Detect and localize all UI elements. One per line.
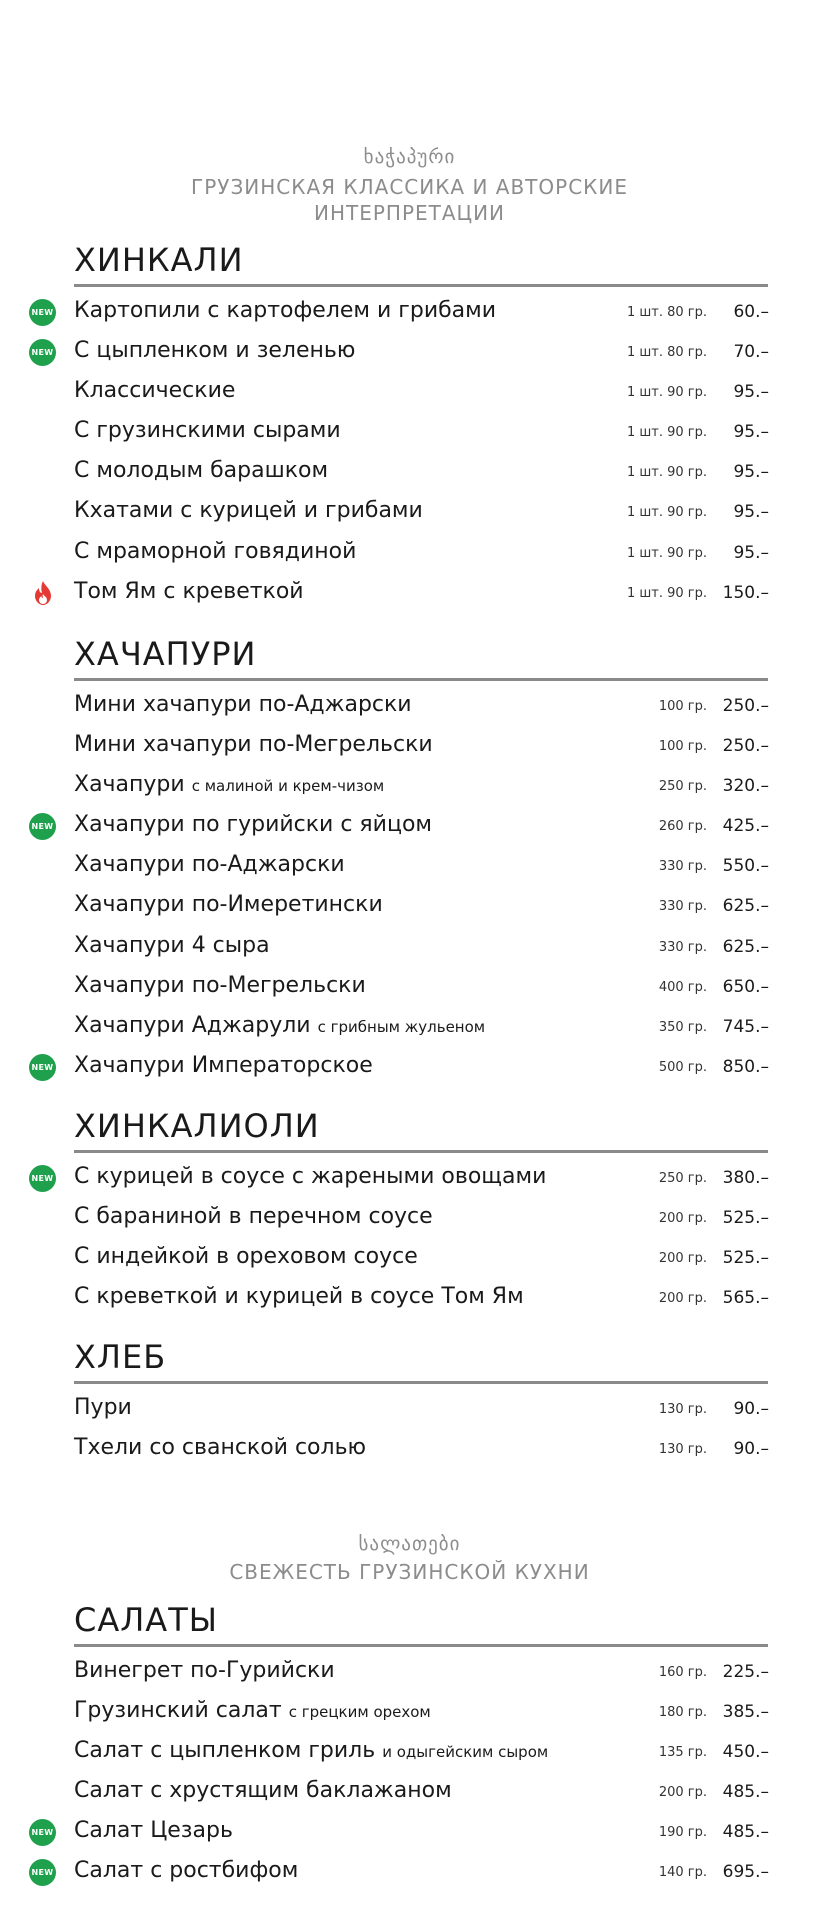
item-weight: 330 гр. — [658, 939, 707, 955]
item-note: с грецким орехом — [288, 1703, 431, 1722]
item-weight: 1 шт. 80 гр. — [626, 305, 707, 320]
item-price: 95.– — [733, 422, 769, 443]
item-title: Хачапури по гурийски с яйцом — [74, 812, 432, 838]
item-weight: 1 шт. 90 гр. — [626, 545, 707, 561]
item-name — [74, 1811, 233, 1851]
item-weight: 200 гр. — [658, 1251, 707, 1267]
menu-item — [0, 451, 819, 491]
section-title: ХАЧАПУРИ — [74, 634, 768, 681]
item-weight: 330 гр. — [658, 899, 707, 915]
item-name — [74, 1851, 298, 1891]
item-name — [74, 371, 235, 411]
item-weight: 350 гр. — [658, 1019, 707, 1035]
item-price: 525.– — [722, 1248, 769, 1269]
item-title: Салат Цезарь — [74, 1818, 233, 1844]
item-price: 695.– — [722, 1862, 769, 1883]
item-name — [74, 1388, 132, 1428]
item-note: с грибным жульеном — [317, 1017, 486, 1036]
header-subtitle-line1: ГРУЗИНСКАЯ КЛАССИКА И АВТОРСКИЕ — [191, 175, 628, 199]
item-name — [74, 926, 270, 966]
item-name — [74, 1237, 418, 1277]
item-name — [74, 1731, 548, 1772]
item-name — [74, 411, 341, 451]
item-price: 150.– — [722, 582, 769, 603]
item-title: Салат с хрустящим баклажаном — [74, 1778, 452, 1804]
section-bread — [0, 1337, 819, 1468]
item-title: Картопили с картофелем и грибами — [74, 298, 497, 323]
new-badge-icon: NEW — [29, 1819, 56, 1846]
menu-item — [0, 926, 819, 966]
item-price: 450.– — [722, 1742, 769, 1763]
item-weight: 135 гр. — [658, 1745, 707, 1761]
new-badge-icon: NEW — [29, 299, 56, 326]
menu-item — [0, 885, 819, 925]
item-price: 320.– — [722, 776, 769, 797]
item-title: С индейкой в ореховом соусе — [74, 1244, 418, 1270]
item-title: Грузинский салат — [74, 1698, 282, 1724]
item-weight: 140 гр. — [658, 1865, 707, 1881]
spicy-flame-icon — [32, 580, 54, 606]
item-weight: 1 шт. 90 гр. — [626, 385, 707, 401]
item-weight: 1 шт. 90 гр. — [626, 505, 707, 521]
georgian-heading: სალათები — [358, 1533, 461, 1555]
item-name — [74, 532, 356, 572]
menu-item — [0, 1811, 819, 1851]
menu-list — [0, 685, 819, 1086]
header-subtitle: СВЕЖЕСТЬ ГРУЗИНСКОЙ КУХНИ — [229, 1560, 590, 1584]
item-note: и одыгейским сыром — [382, 1743, 549, 1762]
item-price: 625.– — [722, 896, 769, 917]
item-name — [74, 1651, 335, 1691]
menu-item — [0, 1197, 819, 1237]
new-badge-icon: NEW — [29, 339, 56, 366]
item-price: 95.– — [733, 382, 769, 403]
item-title: С бараниной в перечном соусе — [74, 1204, 433, 1230]
item-price: 380.– — [722, 1168, 769, 1188]
item-name — [74, 1157, 546, 1197]
item-price: 90.– — [733, 1439, 769, 1460]
menu-item — [0, 572, 819, 612]
menu-item — [0, 685, 819, 725]
item-title: С креветкой и курицей в соусе Том Ям — [74, 1284, 524, 1310]
item-price: 250.– — [722, 736, 769, 757]
item-name — [74, 725, 433, 765]
item-weight: 250 гр. — [658, 1171, 707, 1186]
item-weight: 330 гр. — [658, 859, 707, 875]
khachapuri-header-block — [0, 146, 819, 226]
item-price: 95.– — [733, 462, 769, 483]
section-khinkalioli — [0, 1106, 819, 1317]
menu-item — [0, 532, 819, 572]
section-title: ХИНКАЛИ — [74, 240, 768, 287]
menu-list — [0, 1388, 819, 1468]
item-weight: 100 гр. — [658, 739, 707, 755]
item-title: Хачапури по-Имеретински — [74, 892, 383, 918]
menu-item — [0, 371, 819, 411]
item-name — [74, 572, 304, 612]
salads-header-block — [0, 1533, 819, 1585]
item-note: с малиной и крем-чизом — [191, 777, 385, 796]
item-title: Пури — [74, 1395, 132, 1420]
item-title: С мраморной говядиной — [74, 538, 357, 564]
item-price: 745.– — [722, 1016, 769, 1037]
menu-item — [0, 845, 819, 885]
item-title: Хачапури — [74, 772, 185, 798]
item-price: 90.– — [733, 1399, 769, 1419]
section-khachapuri — [0, 634, 819, 1086]
item-price: 95.– — [733, 542, 769, 563]
item-name — [74, 291, 496, 331]
item-title: Хачапури Аджарули — [74, 1012, 311, 1038]
item-name — [74, 1197, 433, 1237]
item-price: 850.– — [722, 1056, 769, 1077]
item-weight: 180 гр. — [658, 1705, 707, 1721]
menu-item — [0, 1851, 819, 1891]
item-weight: 250 гр. — [658, 779, 707, 795]
item-price: 60.– — [733, 302, 769, 322]
item-price: 250.– — [722, 696, 769, 716]
item-name — [74, 966, 366, 1006]
item-name — [74, 331, 355, 371]
item-weight: 200 гр. — [658, 1785, 707, 1801]
item-title: Хачапури по-Мегрельски — [74, 972, 366, 998]
section-title: САЛАТЫ — [74, 1600, 768, 1647]
item-title: Хачапури Императорское — [74, 1052, 373, 1078]
section-title: ХЛЕБ — [74, 1337, 768, 1384]
menu-item — [0, 291, 819, 331]
menu-item — [0, 1731, 819, 1771]
item-price: 70.– — [733, 342, 769, 363]
new-badge-icon: NEW — [29, 1165, 56, 1192]
menu-list — [0, 1651, 819, 1892]
item-weight: 1 шт. 90 гр. — [626, 585, 707, 601]
item-title: С грузинскими сырами — [74, 418, 341, 444]
item-name — [74, 491, 423, 531]
item-price: 425.– — [722, 816, 769, 837]
item-title: Классические — [74, 378, 236, 404]
item-weight: 130 гр. — [658, 1402, 707, 1417]
menu-item — [0, 1157, 819, 1197]
item-weight: 200 гр. — [658, 1291, 707, 1307]
item-name — [74, 1046, 373, 1086]
item-price: 225.– — [722, 1662, 769, 1682]
menu-item — [0, 805, 819, 845]
item-price: 485.– — [722, 1822, 769, 1843]
item-name — [74, 1277, 524, 1317]
item-title: Мини хачапури по-Мегрельски — [74, 732, 433, 758]
item-name — [74, 1006, 485, 1047]
item-price: 525.– — [722, 1208, 769, 1229]
item-title: Кхатами с курицей и грибами — [74, 498, 423, 524]
menu-item — [0, 1388, 819, 1428]
new-badge-icon: NEW — [29, 813, 56, 840]
item-title: Салат с ростбифом — [74, 1858, 299, 1884]
menu-item — [0, 411, 819, 451]
item-title: Винегрет по-Гурийски — [74, 1658, 335, 1683]
new-badge-icon: NEW — [29, 1859, 56, 1886]
item-name — [74, 1691, 431, 1732]
item-price: 385.– — [722, 1702, 769, 1723]
item-weight: 190 гр. — [658, 1825, 707, 1841]
section-title: ХИНКАЛИОЛИ — [74, 1106, 768, 1153]
item-title: Хачапури 4 сыра — [74, 932, 270, 958]
menu-item — [0, 765, 819, 805]
item-name — [74, 1771, 452, 1811]
item-price: 565.– — [722, 1288, 769, 1309]
item-price: 550.– — [722, 856, 769, 877]
item-name — [74, 451, 328, 491]
menu-item — [0, 1046, 819, 1086]
menu-item — [0, 1691, 819, 1731]
item-weight: 1 шт. 80 гр. — [626, 345, 707, 361]
item-name — [74, 885, 383, 925]
item-price: 485.– — [722, 1782, 769, 1803]
menu-item — [0, 1651, 819, 1691]
item-weight: 1 шт. 90 гр. — [626, 425, 707, 441]
item-price: 625.– — [722, 936, 769, 957]
item-name — [74, 1428, 366, 1468]
item-title: С молодым барашком — [74, 458, 329, 484]
section-khinkali — [0, 240, 819, 612]
item-name — [74, 685, 412, 725]
section-salads — [0, 1600, 819, 1892]
item-weight: 130 гр. — [658, 1442, 707, 1458]
item-price: 95.– — [733, 502, 769, 523]
item-weight: 260 гр. — [658, 819, 707, 835]
new-badge-icon: NEW — [29, 1054, 56, 1081]
item-weight: 200 гр. — [658, 1211, 707, 1227]
menu-item — [0, 491, 819, 531]
menu-list — [0, 1157, 819, 1317]
menu-item — [0, 966, 819, 1006]
item-title: Салат с цыпленком гриль — [74, 1738, 376, 1764]
item-title: Мини хачапури по-Аджарски — [74, 692, 412, 717]
menu-item — [0, 1237, 819, 1277]
item-price: 650.– — [722, 976, 769, 997]
item-title: С цыпленком и зеленью — [74, 338, 356, 364]
item-title: С курицей в соусе с жареными овощами — [74, 1164, 547, 1189]
item-weight: 1 шт. 90 гр. — [626, 465, 707, 481]
item-title: Том Ям с креветкой — [74, 578, 304, 604]
menu-item — [0, 1771, 819, 1811]
menu-item — [0, 1006, 819, 1046]
menu-item — [0, 725, 819, 765]
menu-list — [0, 291, 819, 612]
menu-item — [0, 331, 819, 371]
item-title: Тхели со сванской солью — [74, 1435, 367, 1461]
item-weight: 500 гр. — [658, 1059, 707, 1075]
item-weight: 100 гр. — [658, 699, 707, 714]
item-weight: 400 гр. — [658, 979, 707, 995]
item-name — [74, 845, 345, 885]
item-weight: 160 гр. — [658, 1665, 707, 1680]
item-name — [74, 765, 384, 806]
header-subtitle-line2: ИНТЕРПРЕТАЦИИ — [314, 201, 505, 225]
item-title: Хачапури по-Аджарски — [74, 852, 345, 878]
menu-item — [0, 1277, 819, 1317]
item-name — [74, 805, 432, 845]
menu-item — [0, 1428, 819, 1468]
georgian-heading: ხაჭაპური — [363, 146, 456, 168]
